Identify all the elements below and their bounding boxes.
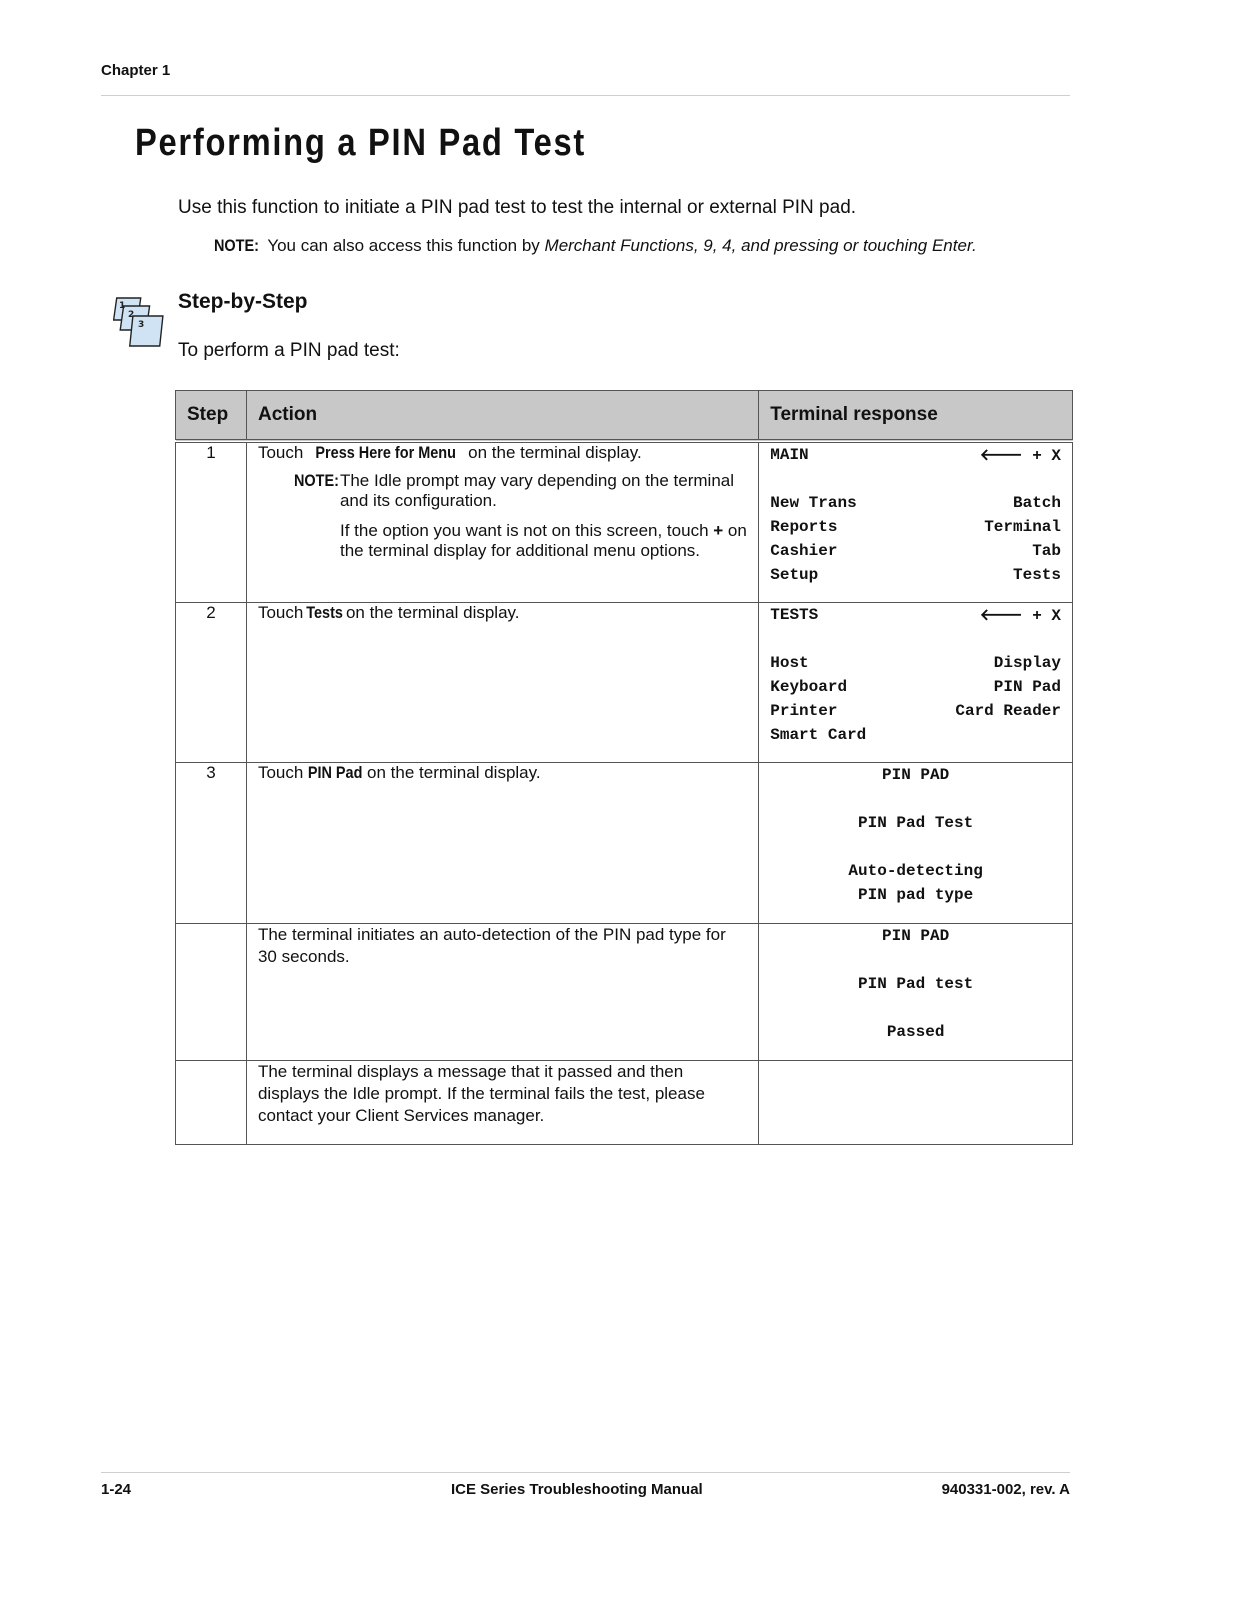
terminal-screen bbox=[759, 602, 1073, 762]
table-row bbox=[176, 441, 1073, 602]
note-path: Merchant Functions, 9, 4, and pressing or touching Enter. bbox=[544, 236, 977, 255]
screen-line: Passed bbox=[886, 1022, 945, 1041]
menu-row: Reports Terminal bbox=[770, 518, 1061, 536]
menu-row: Cashier Tab bbox=[770, 542, 1061, 560]
step-by-step-title: Step-by-Step bbox=[178, 290, 308, 313]
action-emphasis: Tests bbox=[306, 602, 343, 622]
note-label: NOTE: bbox=[293, 471, 339, 490]
manual-title: ICE Series Troubleshooting Manual bbox=[451, 1481, 703, 1498]
chapter-label: Chapter 1 bbox=[101, 62, 171, 79]
terminal-screen bbox=[759, 1060, 1073, 1144]
svg-text:1: 1 bbox=[119, 301, 126, 311]
footer-rule bbox=[101, 1472, 1070, 1473]
action-text: on the terminal display. bbox=[463, 443, 642, 462]
steps-table bbox=[175, 390, 1073, 1145]
step-action bbox=[246, 441, 758, 602]
step-action: The terminal initiates an auto-detection of the PIN pad type for 30 seconds. bbox=[246, 923, 758, 1060]
menu-row: Host Display bbox=[770, 653, 1061, 672]
header-rule bbox=[101, 95, 1070, 96]
document-id: 940331-002, rev. A bbox=[941, 1481, 1070, 1498]
step-by-step-lead: To perform a PIN pad test: bbox=[178, 340, 400, 361]
step-action: The terminal displays a message that it passed and then displays the Idle prompt. If the terminal fails the test, please contact your Client Services manager. bbox=[246, 1060, 758, 1144]
screen-title: PIN PAD bbox=[882, 765, 950, 784]
note-label: NOTE: bbox=[214, 236, 259, 255]
numbered-steps-icon bbox=[113, 296, 171, 350]
screen-title: TESTS bbox=[770, 605, 819, 624]
step-number: 3 bbox=[176, 762, 247, 923]
table-header-row bbox=[176, 391, 1073, 442]
action-emphasis: Press Here for Menu bbox=[315, 443, 457, 462]
screen-line: PIN Pad test bbox=[858, 974, 974, 993]
header-response: Terminal response bbox=[759, 391, 1073, 442]
terminal-screen bbox=[759, 923, 1073, 1060]
screen-title: PIN PAD bbox=[882, 926, 950, 945]
menu-row: New Trans Batch bbox=[770, 494, 1061, 512]
svg-text:3: 3 bbox=[138, 320, 145, 330]
nav-keys: + X bbox=[1022, 606, 1061, 625]
page-title: Performing a PIN Pad Test bbox=[135, 122, 586, 164]
back-arrow-icon: 🡐 bbox=[979, 445, 1023, 464]
back-arrow-icon: 🡐 bbox=[979, 604, 1023, 624]
header-action: Action bbox=[246, 391, 758, 442]
page-number: 1-24 bbox=[101, 1481, 132, 1498]
terminal-screen bbox=[759, 441, 1073, 602]
menu-row: Printer Card Reader bbox=[770, 701, 1061, 720]
idle-prompt-note bbox=[294, 471, 747, 571]
table-row bbox=[176, 762, 1073, 923]
table-row bbox=[176, 602, 1073, 762]
screen-line: PIN Pad Test bbox=[858, 813, 974, 832]
table-row bbox=[176, 1060, 1073, 1144]
intro-paragraph: Use this function to initiate a PIN pad test to test the internal or external PIN pad. bbox=[178, 197, 857, 218]
note-paragraph: The Idle prompt may vary depending on the terminal and its configuration. bbox=[339, 471, 735, 510]
screen-title: MAIN bbox=[770, 446, 809, 464]
step-number: 2 bbox=[176, 602, 247, 762]
menu-row: Setup Tests bbox=[770, 566, 1061, 584]
screen-title-row bbox=[770, 603, 1061, 627]
menu-row: Smart Card bbox=[770, 725, 867, 744]
step-number bbox=[176, 1060, 247, 1144]
action-text: Touch bbox=[257, 443, 309, 462]
nav-keys: + X bbox=[1022, 447, 1061, 465]
note-text: You can also access this function by bbox=[267, 236, 540, 255]
plus-key: + bbox=[713, 521, 724, 540]
terminal-screen bbox=[759, 762, 1073, 923]
step-action: Touch PIN Pad on the terminal display. bbox=[246, 762, 758, 923]
screen-line: Auto-detecting bbox=[848, 861, 983, 880]
svg-text:2: 2 bbox=[128, 310, 135, 320]
menu-row: Keyboard PIN Pad bbox=[770, 677, 1061, 696]
action-emphasis: PIN Pad bbox=[307, 762, 363, 782]
step-action: Touch Tests on the terminal display. bbox=[246, 602, 758, 762]
step-number bbox=[176, 923, 247, 1060]
step-number: 1 bbox=[176, 441, 247, 602]
access-note bbox=[214, 236, 977, 256]
screen-line: PIN pad type bbox=[858, 885, 974, 904]
header-step: Step bbox=[176, 391, 247, 442]
table-row bbox=[176, 923, 1073, 1060]
note-paragraph: If the option you want is not on this screen, touch + on the terminal display for additional menu options. bbox=[339, 521, 747, 560]
screen-title-row bbox=[770, 443, 1061, 467]
